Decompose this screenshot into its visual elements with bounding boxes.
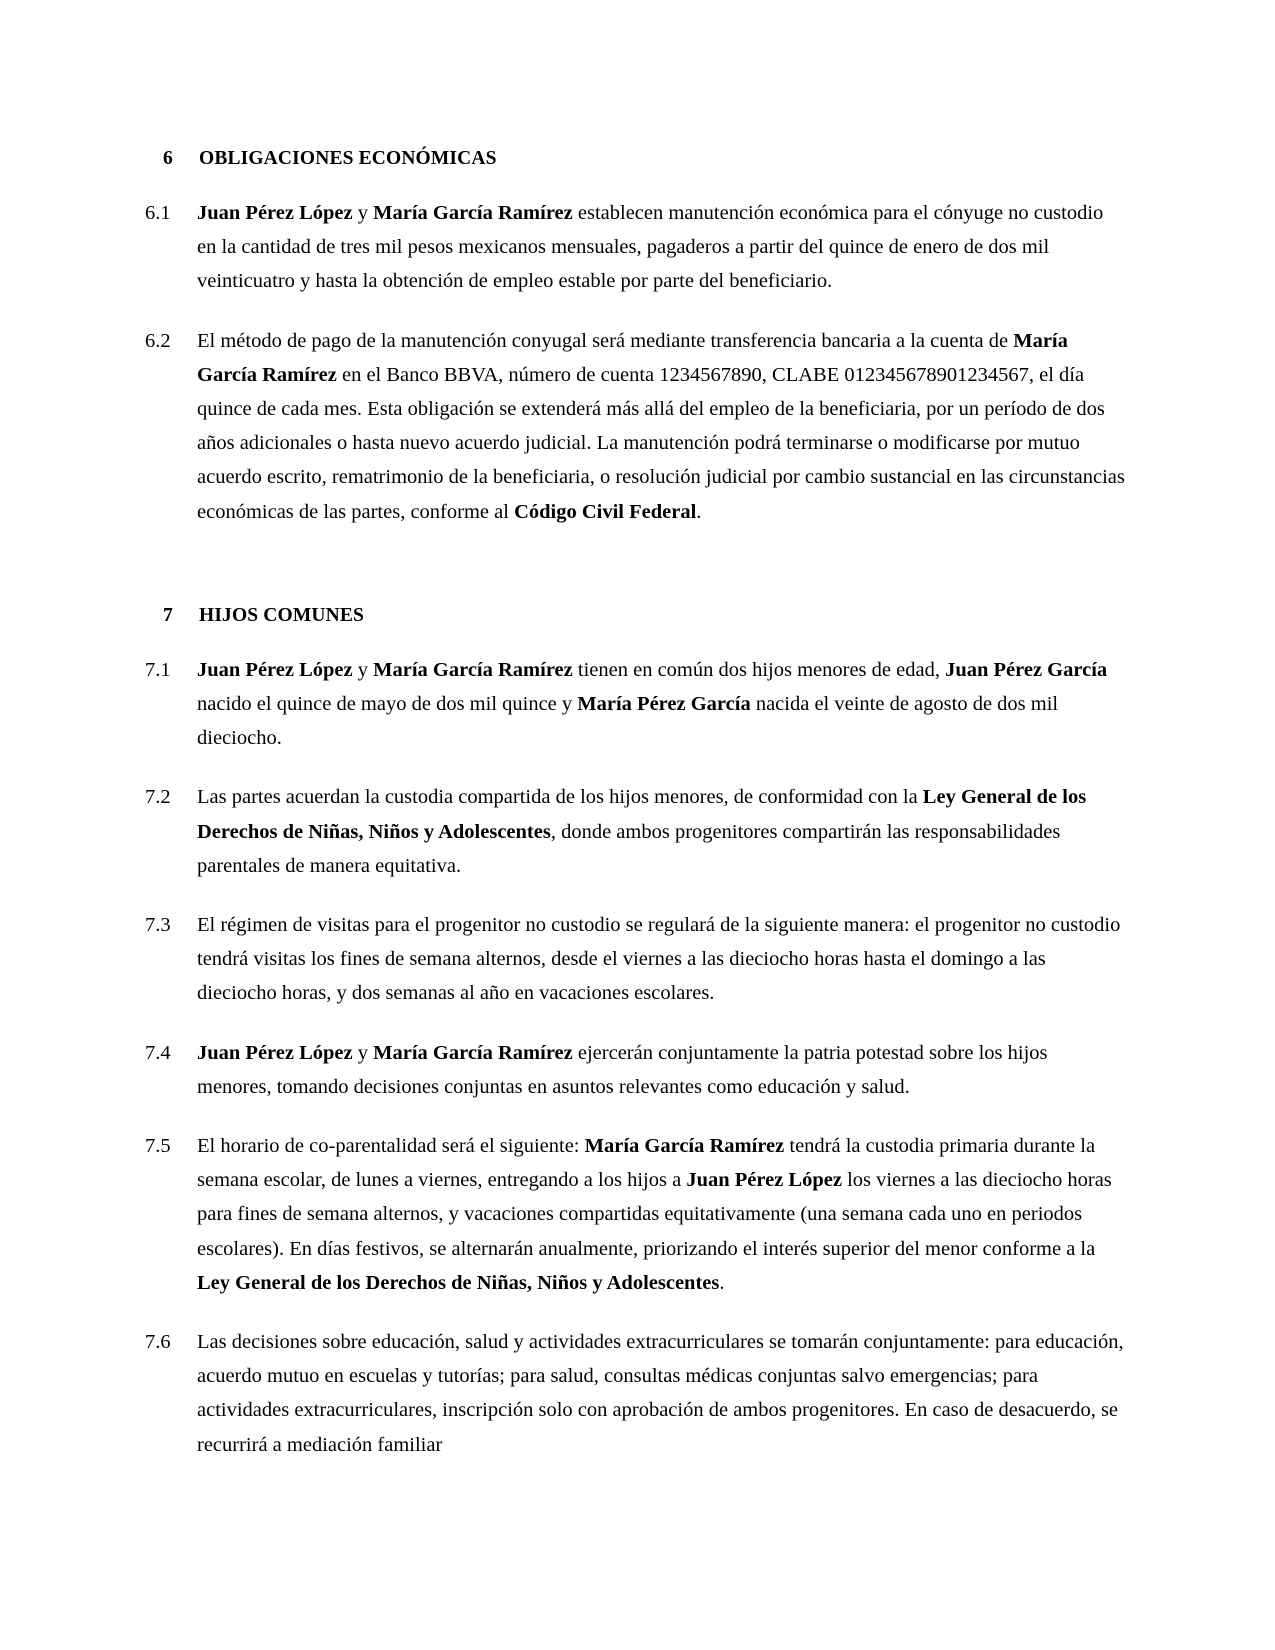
clause [145, 653, 1125, 756]
clause-text-run: tendrá la custodia primaria durante la semana escolar, de lunes a viernes, entregando a los hijos a [197, 1135, 1096, 1192]
clause-number: 7.5 [145, 1135, 171, 1158]
emphasized-term: Juan Pérez López [197, 658, 353, 681]
section-heading [145, 148, 1125, 170]
emphasized-term: Juan Pérez López [686, 1169, 842, 1192]
emphasized-term: María García Ramírez [373, 202, 573, 224]
clause-text-run: ejercerán conjuntamente la patria potestad sobre los hijos menores, tomando decisiones conjuntas en asuntos relevantes como educación y salud. [197, 1041, 1048, 1098]
emphasized-term: Ley General de los Derechos de Niñas, Niños y Adolescentes [197, 1271, 720, 1294]
clause-text-run: El método de pago de la manutención conyugal será mediante transferencia bancaria a la cuenta de [197, 329, 1014, 352]
clause-text-run: Las partes acuerdan la custodia compartida de los hijos menores, de conformidad con la [197, 786, 923, 809]
clause-text-run: . [696, 500, 702, 523]
emphasized-term: María Pérez García [577, 693, 751, 716]
clause-text-run: . [719, 1271, 725, 1294]
clause-number: 7.2 [145, 786, 171, 809]
section-heading [145, 605, 1125, 627]
clause-text-run: El horario de co-parentalidad será el siguiente: [197, 1135, 585, 1158]
emphasized-term: Juan Pérez García [945, 658, 1108, 681]
clause-text [197, 780, 1125, 883]
emphasized-term: María García Ramírez [584, 1135, 785, 1158]
clause-number: 7.1 [145, 658, 171, 681]
clause-text-run: nacida el veinte de agosto de dos mil dieciocho. [197, 693, 1059, 750]
clause-text [197, 1325, 1125, 1462]
clause-number: 7.6 [145, 1331, 171, 1354]
emphasized-term: Ley General de los Derechos de Niñas, Niños y Adolescentes [197, 786, 1087, 843]
clause [145, 196, 1125, 299]
clause-text-run: los viernes a las dieciocho horas para fines de semana alternos, y vacaciones compartidas equitativamente (una semana cada uno en periodos escolares). En días festivos, se alternarán anualmente, priorizando el interés superior del menor conforme a la [197, 1169, 1112, 1260]
clause [145, 780, 1125, 883]
clause [145, 1129, 1125, 1300]
clause-text-run: El régimen de visitas para el progenitor no custodio se regulará de la siguiente manera: el progenitor no custodio tendrá visitas los fines de semana alternos, desde el viernes a las dieciocho horas hasta el domingo a las dieciocho horas, y dos semanas al año en vacaciones escolares. [197, 914, 1121, 1005]
clause-text-run: y [352, 1041, 374, 1064]
clause [145, 1325, 1125, 1462]
clause-text [197, 1129, 1125, 1300]
clause-number: 7.3 [145, 914, 171, 937]
emphasized-term: Juan Pérez López [197, 202, 353, 224]
clause-number: 6.1 [145, 202, 171, 224]
clause-text [197, 908, 1125, 1011]
clause [145, 1036, 1125, 1104]
emphasized-term: María García Ramírez [197, 329, 1068, 386]
section-number: 7 [163, 604, 173, 626]
clause-text-run: , donde ambos progenitores compartirán las responsabilidades parentales de manera equitativa. [197, 820, 1061, 877]
emphasized-term: Código Civil Federal [514, 500, 697, 523]
clause-number: 7.4 [145, 1041, 171, 1064]
clause-text-run: tienen en común dos hijos menores de edad, [572, 658, 946, 681]
clause-text-run: y [352, 202, 374, 224]
emphasized-term: María García Ramírez [373, 658, 573, 681]
clause [145, 324, 1125, 529]
clause-text-run: nacido el quince de mayo de dos mil quince y [197, 693, 578, 716]
section-number: 6 [163, 148, 173, 169]
clause-text [197, 196, 1125, 299]
clause [145, 908, 1125, 1011]
document-content [145, 148, 1125, 1462]
clause-text-run: Las decisiones sobre educación, salud y actividades extracurriculares se tomarán conjuntamente: para educación, acuerdo mutuo en escuelas y tutorías; para salud, consultas médicas conjuntas salvo emergencias; para actividades extracurriculares, inscripción solo con aprobación de ambos progenitores. En caso de desacuerdo, se recurrirá a mediación familiar [197, 1331, 1124, 1456]
clause-text [197, 1036, 1125, 1104]
section-title: HIJOS COMUNES [199, 604, 365, 626]
clause-text [197, 324, 1125, 529]
clause-text [197, 653, 1125, 756]
clause-text-run: y [352, 658, 374, 681]
section-title: OBLIGACIONES ECONÓMICAS [199, 148, 497, 169]
clause-number: 6.2 [145, 329, 171, 352]
clause-text-run: en el Banco BBVA, número de cuenta 1234567890, CLABE 012345678901234567, el día quince de cada mes. Esta obligación se extenderá más allá del empleo de la beneficiaria, por un período de dos años adicionales o hasta nuevo acuerdo judicial. La manutención podrá terminarse o modificarse por mutuo acuerdo escrito, rematrimonio de la beneficiaria, o resolución judicial por cambio sustancial en las circunstancias económicas de las partes, conforme al [197, 363, 1125, 523]
emphasized-term: Juan Pérez López [197, 1041, 353, 1064]
clause-text-run: establecen manutención económica para el cónyuge no custodio en la cantidad de tres mil pesos mexicanos mensuales, pagaderos a partir del quince de enero de dos mil veinticuatro y hasta la obtención de empleo estable por parte del beneficiario. [197, 202, 1104, 293]
emphasized-term: María García Ramírez [373, 1041, 573, 1064]
